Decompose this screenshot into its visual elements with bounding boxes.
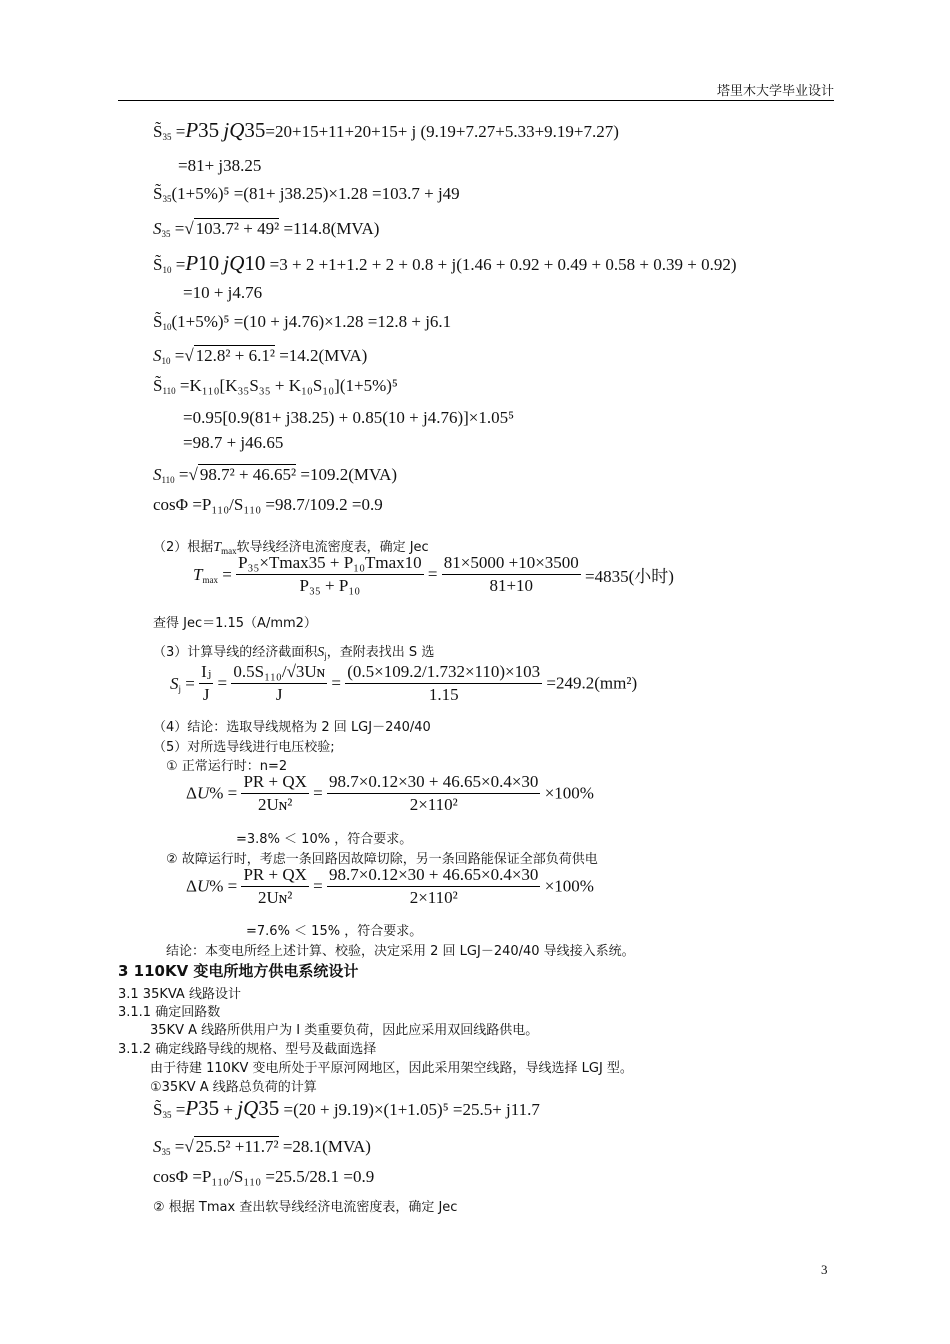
s35-symbol: $S̃_{35} =P35$ jQ35 xyxy=(153,118,266,142)
equation-du-fault: ΔU% = $\frac{PR + QX}{\text{2Uɴ²}}$ = $\frac{98.7\times 0.12\times 30 + 46.65\times 0.4\times 30}{\text{2×110²}}$ ×100% xyxy=(186,865,594,907)
equation-tmax: $T_{max}$ = $\frac{\text{P₃₅×Tmax35 + P₁₀Tmax10}}{\text{P₃₅ + P₁₀}}$ = $\frac{81\times 5000 +10\times 3500}{81+10}$ =4835(小时) xyxy=(193,553,674,595)
equation-s10-3: $S̃_{10}(1+5\%)^5 =(10 + j4.76)\times 1.28 =12.8 + j6.1$ xyxy=(153,312,452,332)
section-3-1-1-heading: 3.1.1 确定回路数 xyxy=(118,1005,221,1020)
page-header xyxy=(118,80,834,101)
equation-s35-3: $S̃_{35}(1+5\%)^5 =(81+ j38.25)\times 1.28 =103.7 + j49$ xyxy=(153,184,460,204)
equation-s110-1: $S̃_{110} =K_{110}[K_{35}S_{35} + K_{10}S_{10}](1+5\%)^5$ xyxy=(153,376,398,396)
step-5-text: （5）对所选导线进行电压校验; xyxy=(153,740,335,755)
equation-s35-abs: $S_{35}$ =√ 103.7² + 49² =114.8(MVA) xyxy=(153,219,380,239)
section-3-heading: 3 110KV 变电所地方供电系统设计 xyxy=(118,962,359,980)
equation-a-line-abs: $S_{35}$ =√ 25.5² +11.7² =28.1(MVA) xyxy=(153,1137,371,1157)
equation-s35-2: =81+ j38.25 xyxy=(178,156,262,175)
equation-s10-2: =10 + j4.76 xyxy=(183,283,263,302)
equation-s10-1: $S̃_{10} =P10$ jQ10 =3 + 2 +1+1.2 + 2 + 0.8 + j(1.46 + 0.92 + 0.49 + 0.58 + 0.39 + 0.92) xyxy=(153,251,737,275)
equation-s35-1: $S̃_{35} =P35$ jQ35=20+15+11+20+15+ j (9.19+7.27+5.33+9.19+7.27) xyxy=(153,118,619,142)
equation-s10-abs: $S_{10}$ =√ 12.8² + 6.1² =14.2(MVA) xyxy=(153,346,368,366)
step-2-text: （2）根据$T_{max}$软导线经济电流密度表，确定 Jec xyxy=(153,540,429,556)
equation-cos-phi-1: cosΦ =P₁₁₀/S₁₁₀ =98.7/109.2 =0.9 xyxy=(153,495,383,514)
equation-a-line-s35: $S̃_{35} =P35 + jQ35 =(20 + j9.19)\times(1+1.05)^5 =25.5+ j11.7$ xyxy=(153,1096,540,1120)
step-3-text: （3）计算导线的经济截面积$S_j$，查附表找出 S 选 xyxy=(153,645,435,661)
section-3-1-2-heading: 3.1.2 确定线路导线的规格、型号及截面选择 xyxy=(118,1042,377,1057)
section-3-1-heading: 3.1 35KVA 线路设计 xyxy=(118,987,241,1002)
step-5b-text: ② 故障运行时，考虑一条回路因故障切除，另一条回路能保证全部负荷供电 xyxy=(166,852,598,867)
equation-du-normal: ΔU% = $\frac{PR + QX}{\text{2Uɴ²}}$ = $\frac{98.7\times 0.12\times 30 + 46.65\times 0.4\times 30}{\text{2×110²}}$ ×100% xyxy=(186,772,594,814)
conclusion-text: 结论：本变电所经上述计算、校验，决定采用 2 回 LGJ－240/40 导线接入系统。 xyxy=(166,944,635,959)
section-3-1-2-item1: ①35KV A 线路总负荷的计算 xyxy=(150,1080,317,1095)
step-4-text: （4）结论：选取导线规格为 2 回 LGJ－240/40 xyxy=(153,720,431,735)
jec-result: 查得 Jec＝1.15（A/mm2） xyxy=(153,616,317,631)
header-title: 塔里木大学毕业设计 xyxy=(716,84,834,99)
equation-cos-phi-2: cosΦ =P₁₁₀/S₁₁₀ =25.5/28.1 =0.9 xyxy=(153,1167,375,1186)
page-number: 3 xyxy=(821,1262,828,1277)
step-5b-result: =7.6% ＜ 15% ，符合要求。 xyxy=(246,924,423,939)
section-3-1-2-item2: ② 根据 Tmax 查出软导线经济电流密度表，确定 Jec xyxy=(153,1200,458,1215)
step-5a-text: ① 正常运行时：n=2 xyxy=(166,759,288,774)
section-3-1-2-text: 由于待建 110KV 变电所处于平原河网地区，因此采用架空线路，导线选择 LGJ 型。 xyxy=(150,1061,633,1076)
section-3-1-1-text: 35KV A 线路所供用户为 I 类重要负荷，因此应采用双回线路供电。 xyxy=(150,1023,539,1038)
equation-s110-abs: $S_{110}$ =√ 98.7² + 46.65² =109.2(MVA) xyxy=(153,465,398,485)
step-5a-result: =3.8% ＜ 10% ，符合要求。 xyxy=(236,832,413,847)
equation-s110-3: =98.7 + j46.65 xyxy=(183,433,284,452)
equation-s110-2: =0.95[0.9(81+ j38.25) + 0.85(10 + j4.76)]×1.05⁵ xyxy=(183,408,515,427)
equation-sj: $S_j$ = $\frac{\text{Iⱼ}}{J}$ = $\frac{\text{0.5S₁₁₀/√3Uɴ}}{J}$ = $\frac{(0.5\times 109.2/1.732\times 110)\times 103}{1.15}$ =249.2(mm²) xyxy=(170,662,638,704)
